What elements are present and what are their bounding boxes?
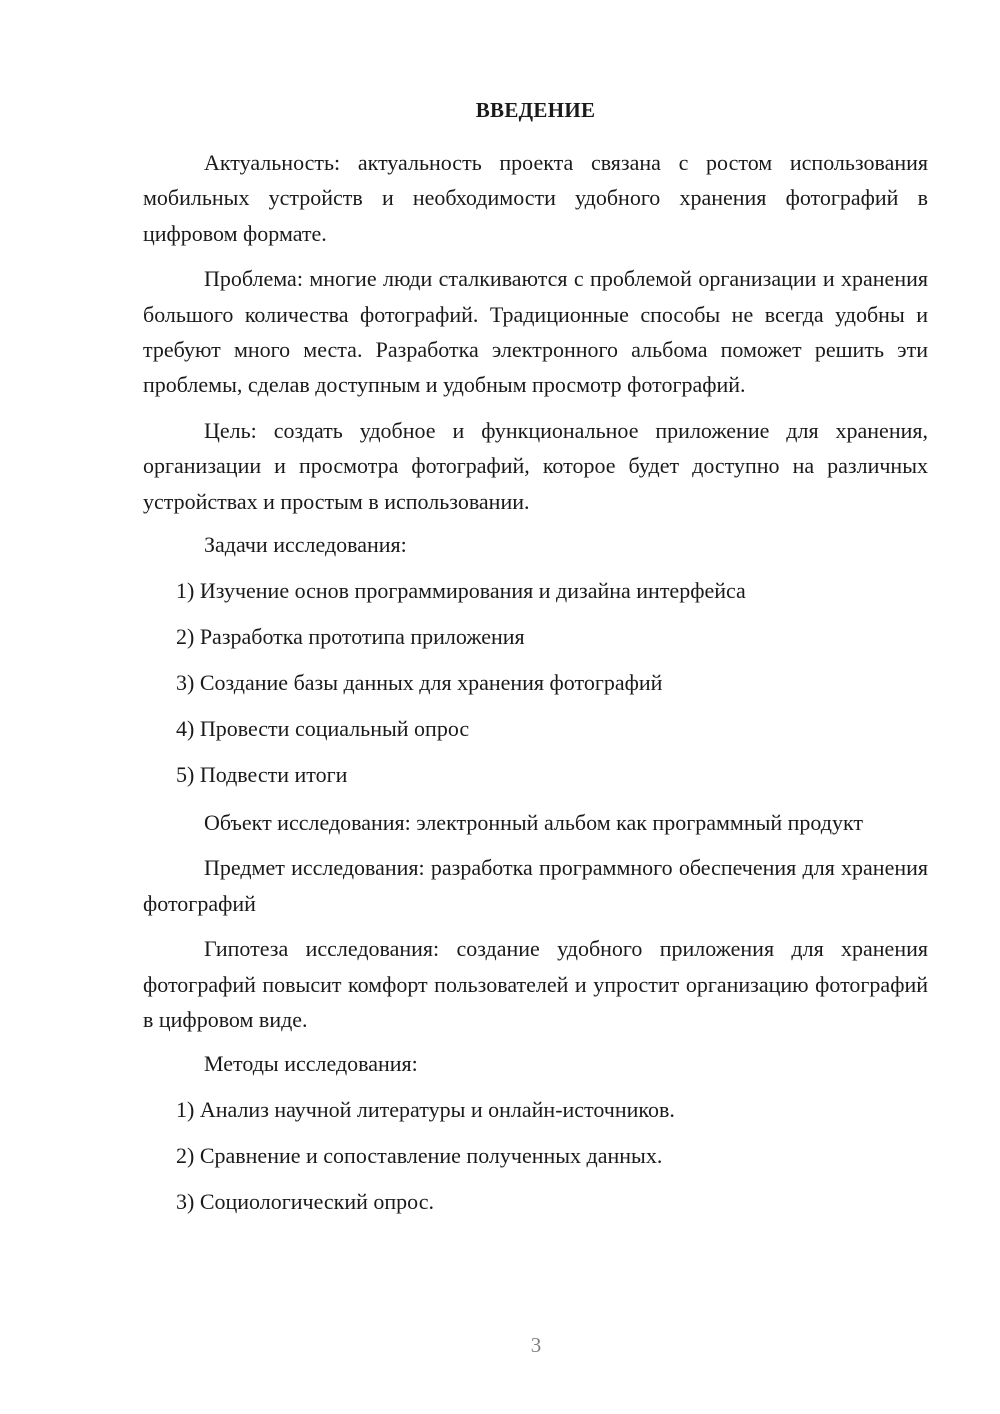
- method-item: 2) Сравнение и сопоставление полученных данных.: [176, 1142, 663, 1168]
- task-item: 5) Подвести итоги: [176, 762, 348, 788]
- method-item: 3) Социологический опрос.: [176, 1188, 434, 1214]
- subject-paragraph: Предмет исследования: разработка программного обеспечения для хранения фотографий: [143, 855, 928, 916]
- page-content: [143, 94, 928, 1232]
- method-item: 1) Анализ научной литературы и онлайн-источников.: [176, 1096, 675, 1122]
- methods-heading: Методы исследования:: [204, 1050, 418, 1076]
- section-title: ВВЕДЕНИЕ: [475, 98, 596, 122]
- problem-paragraph: Проблема: многие люди сталкиваются с проблемой организации и хранения большого количества фотографий. Традиционные способы не всегда удобны и требуют много места. Разработка электронного альбома поможет решить эти проблемы, сделав доступным и удобным просмотр фотографий.: [143, 266, 928, 398]
- relevance-paragraph: Актуальность: актуальность проекта связана с ростом использования мобильных устройств и необходимости удобного хранения фотографий в цифровом формате.: [143, 150, 928, 246]
- task-item: 4) Провести социальный опрос: [176, 716, 470, 742]
- hypothesis-paragraph: Гипотеза исследования: создание удобного приложения для хранения фотографий повысит комфорт пользователей и упростит организацию фотографий в цифровом виде.: [143, 936, 928, 1033]
- page-number: 3: [530, 1333, 542, 1357]
- task-item: 2) Разработка прототипа приложения: [176, 624, 525, 650]
- task-item: 1) Изучение основ программирования и дизайна интерфейса: [176, 578, 746, 604]
- goal-paragraph: Цель: создать удобное и функциональное приложение для хранения, организации и просмотра фотографий, которое будет доступно на различных устройствах и простым в использовании.: [143, 417, 928, 514]
- object-paragraph: Объект исследования: электронный альбом как программный продукт: [204, 810, 864, 836]
- tasks-heading: Задачи исследования:: [204, 532, 407, 558]
- task-item: 3) Создание базы данных для хранения фотографий: [176, 670, 663, 696]
